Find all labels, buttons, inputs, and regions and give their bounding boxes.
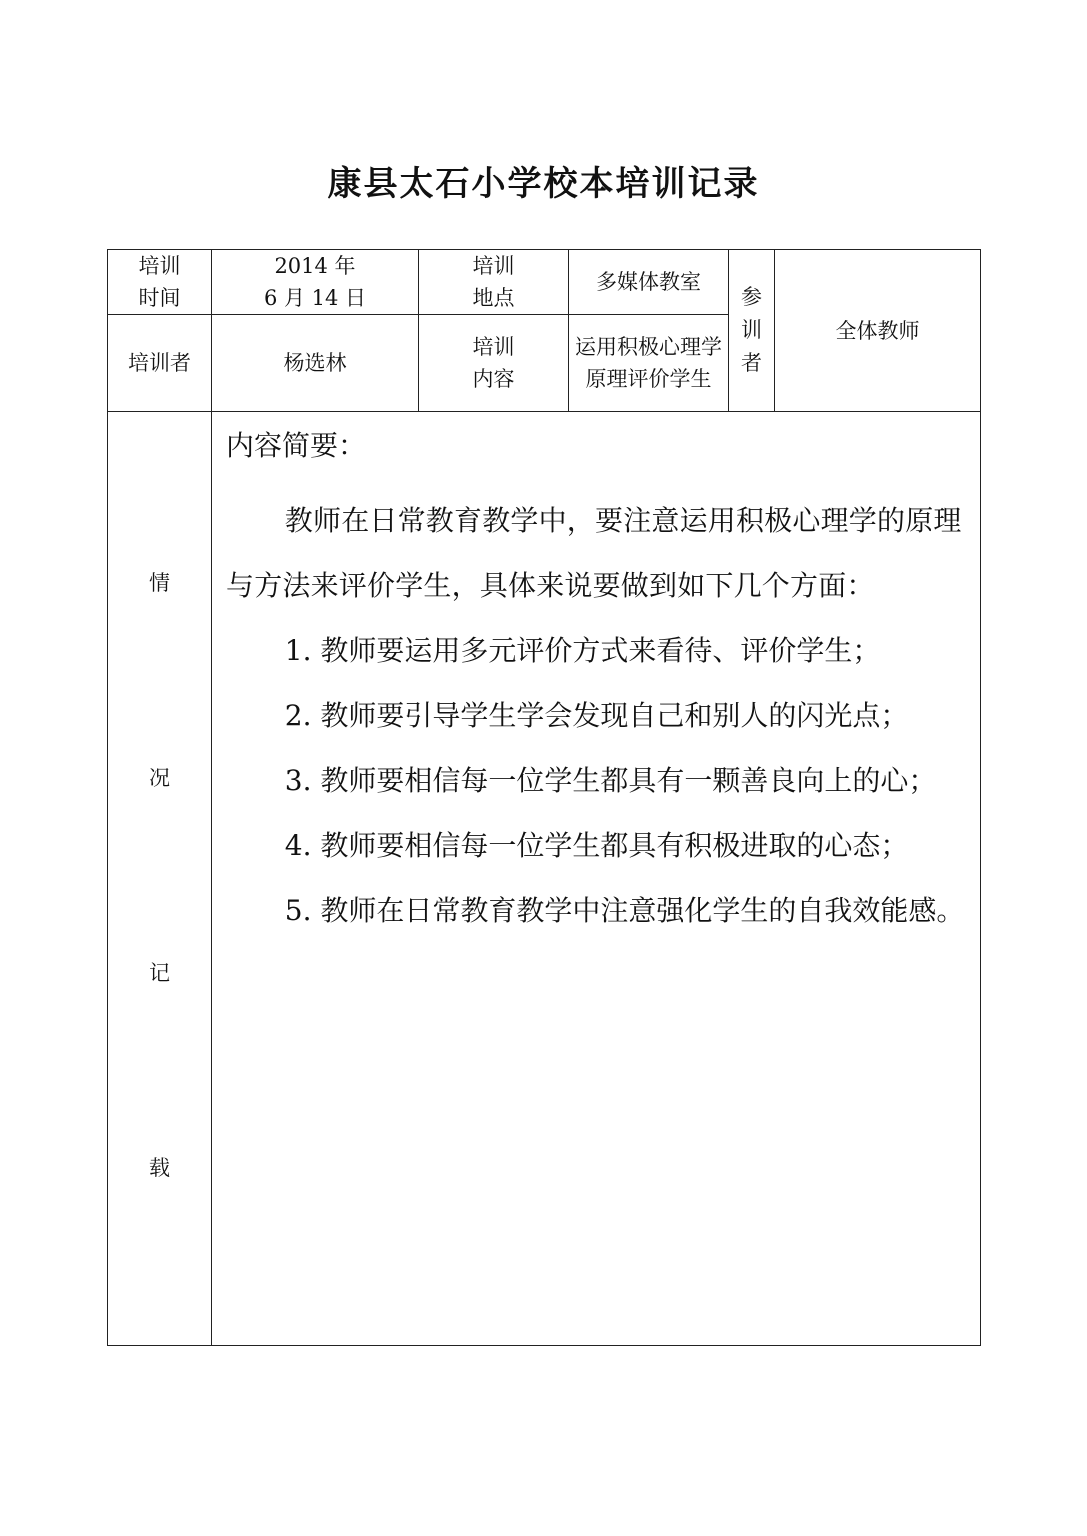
content-label: 培训内容 bbox=[472, 335, 515, 391]
table-row-time-location bbox=[108, 250, 981, 315]
list-item: 4. 教师要相信每一位学生都具有积极进取的心态； bbox=[284, 829, 909, 862]
content-label-cell bbox=[419, 315, 569, 412]
table-row-record bbox=[108, 412, 981, 1346]
list-item: 3. 教师要相信每一位学生都具有一颗善良向上的心； bbox=[284, 764, 937, 797]
location-label: 培训地点 bbox=[472, 254, 515, 310]
content-value: 运用积极心理学原理评价学生 bbox=[575, 335, 722, 391]
location-label-cell bbox=[419, 250, 569, 315]
participants-label-cell bbox=[729, 250, 775, 412]
time-value-cell bbox=[212, 250, 419, 315]
participants-label: 参训者 bbox=[741, 285, 762, 375]
location-value-cell bbox=[569, 250, 729, 315]
participants-value: 全体教师 bbox=[835, 318, 920, 343]
record-heading: 内容简要： bbox=[226, 429, 367, 462]
list-item: 1. 教师要运用多元评价方式来看待、评价学生； bbox=[284, 634, 881, 667]
location-value: 多媒体教室 bbox=[596, 270, 701, 294]
participants-value-cell bbox=[775, 250, 981, 412]
record-content-cell bbox=[212, 412, 981, 1346]
time-label-cell bbox=[108, 250, 212, 315]
time-value-year: 2014 年 bbox=[274, 254, 356, 278]
time-label: 培训时间 bbox=[138, 254, 181, 310]
time-value-date: 6 月 14 日 bbox=[263, 286, 367, 310]
record-label-cell bbox=[108, 412, 212, 1346]
training-record-table bbox=[107, 249, 981, 1346]
record-label-char: 况 bbox=[149, 766, 170, 790]
content-value-cell bbox=[569, 315, 729, 412]
record-label-char: 记 bbox=[149, 961, 170, 985]
trainer-value-cell bbox=[212, 315, 419, 412]
trainer-label-cell bbox=[108, 315, 212, 412]
trainer-label: 培训者 bbox=[128, 351, 191, 375]
list-item: 2. 教师要引导学生学会发现自己和别人的闪光点； bbox=[284, 699, 909, 732]
record-label-char: 载 bbox=[149, 1156, 170, 1180]
record-intro: 教师在日常教育教学中，要注意运用积极心理学的原理与方法来评价学生，具体来说要做到如下几个方面： bbox=[226, 504, 962, 602]
list-item: 5. 教师在日常教育教学中注意强化学生的自我效能感。 bbox=[284, 894, 965, 927]
record-label-char: 情 bbox=[149, 571, 170, 595]
page-title: 康县太石小学校本培训记录 bbox=[327, 164, 760, 204]
trainer-value: 杨选林 bbox=[283, 351, 347, 375]
